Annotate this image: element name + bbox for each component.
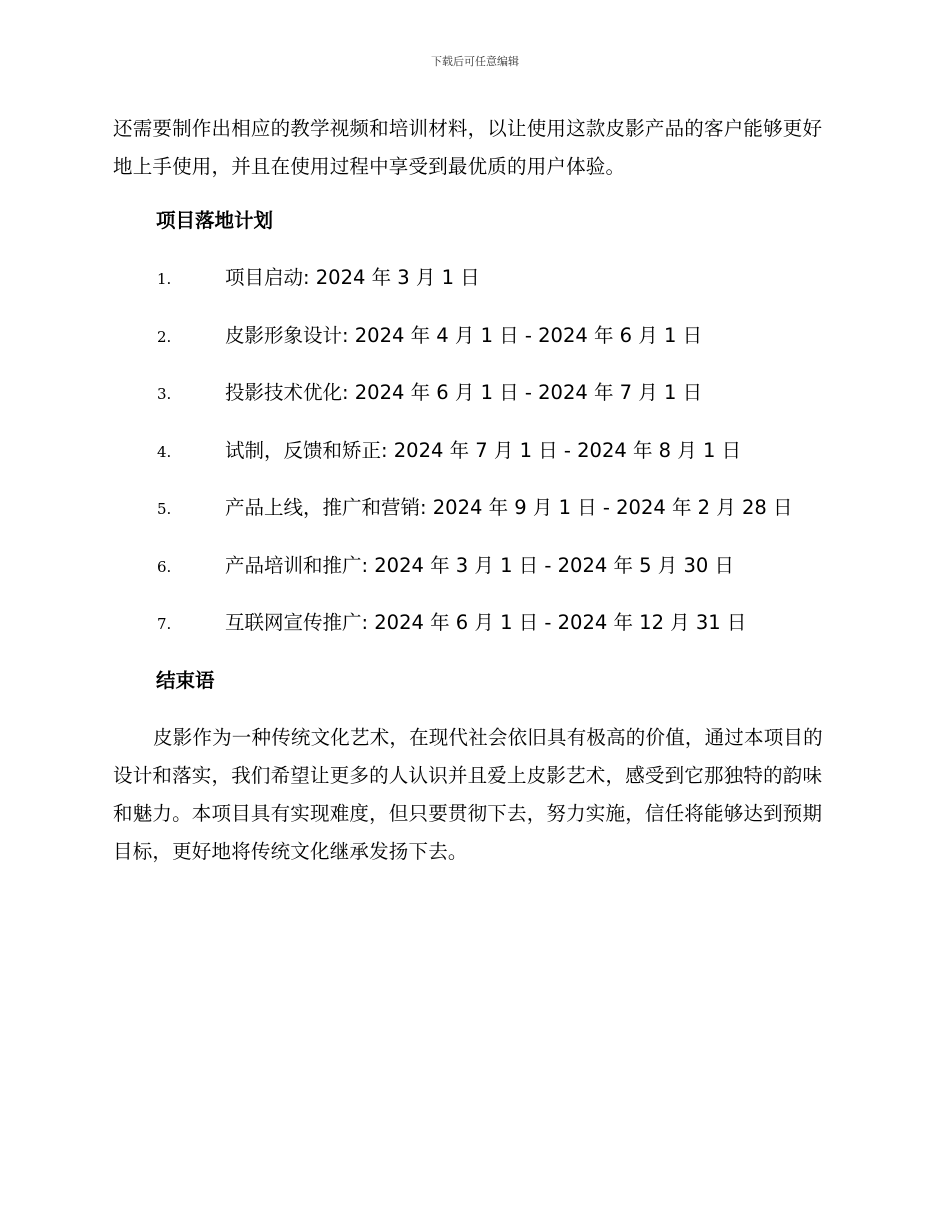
document-body	[113, 110, 837, 871]
plan-item	[113, 374, 837, 412]
plan-list	[113, 259, 837, 642]
plan-item-number: 6.	[157, 557, 172, 576]
plan-item-text: 产品培训和推广: 2024 年 3 月 1 日 - 2024 年 5 月 30 日	[225, 553, 734, 577]
intro-paragraph: 还需要制作出相应的教学视频和培训材料，以让使用这款皮影产品的客户能够更好地上手使用，并且在使用过程中享受到最优质的用户体验。	[113, 117, 823, 178]
plan-item	[113, 547, 837, 585]
plan-item	[113, 317, 837, 355]
plan-item-text: 皮影形象设计: 2024 年 4 月 1 日 - 2024 年 6 月 1 日	[225, 323, 703, 347]
plan-item-text: 试制，反馈和矫正: 2024 年 7 月 1 日 - 2024 年 8 月 1 日	[225, 438, 742, 462]
plan-heading: 项目落地计划	[156, 209, 274, 232]
plan-item-text: 投影技术优化: 2024 年 6 月 1 日 - 2024 年 7 月 1 日	[225, 381, 703, 404]
plan-item-text: 项目启动: 2024 年 3 月 1 日	[225, 266, 480, 289]
closing-paragraph: 皮影作为一种传统文化艺术，在现代社会依旧具有极高的价值，通过本项目的设计和落实，我们希望让更多的人认识并且爱上皮影艺术，感受到它那独特的韵味和魅力。本项目具有实现难度，但只要贯彻下去，努力实施，信任将能够达到预期目标，更好地将传统文化继承发扬下去。	[113, 726, 823, 863]
plan-item-number: 3.	[157, 385, 172, 403]
plan-item-number: 5.	[157, 500, 172, 518]
plan-item-number: 1.	[157, 270, 172, 288]
plan-item-text: 产品上线，推广和营销: 2024 年 9 月 1 日 - 2024 年 2 月 28 日	[225, 496, 793, 519]
plan-item-number: 7.	[157, 615, 172, 633]
plan-item	[113, 604, 837, 642]
plan-item-number: 2.	[157, 327, 172, 346]
plan-item	[113, 259, 837, 297]
plan-item	[113, 432, 837, 470]
plan-item-number: 4.	[157, 442, 172, 461]
plan-item-text: 互联网宣传推广: 2024 年 6 月 1 日 - 2024 年 12 月 31 日	[225, 611, 747, 634]
closing-heading: 结束语	[156, 669, 215, 692]
page-header-note: 下载后可任意编辑	[431, 55, 519, 68]
plan-item	[113, 489, 837, 527]
